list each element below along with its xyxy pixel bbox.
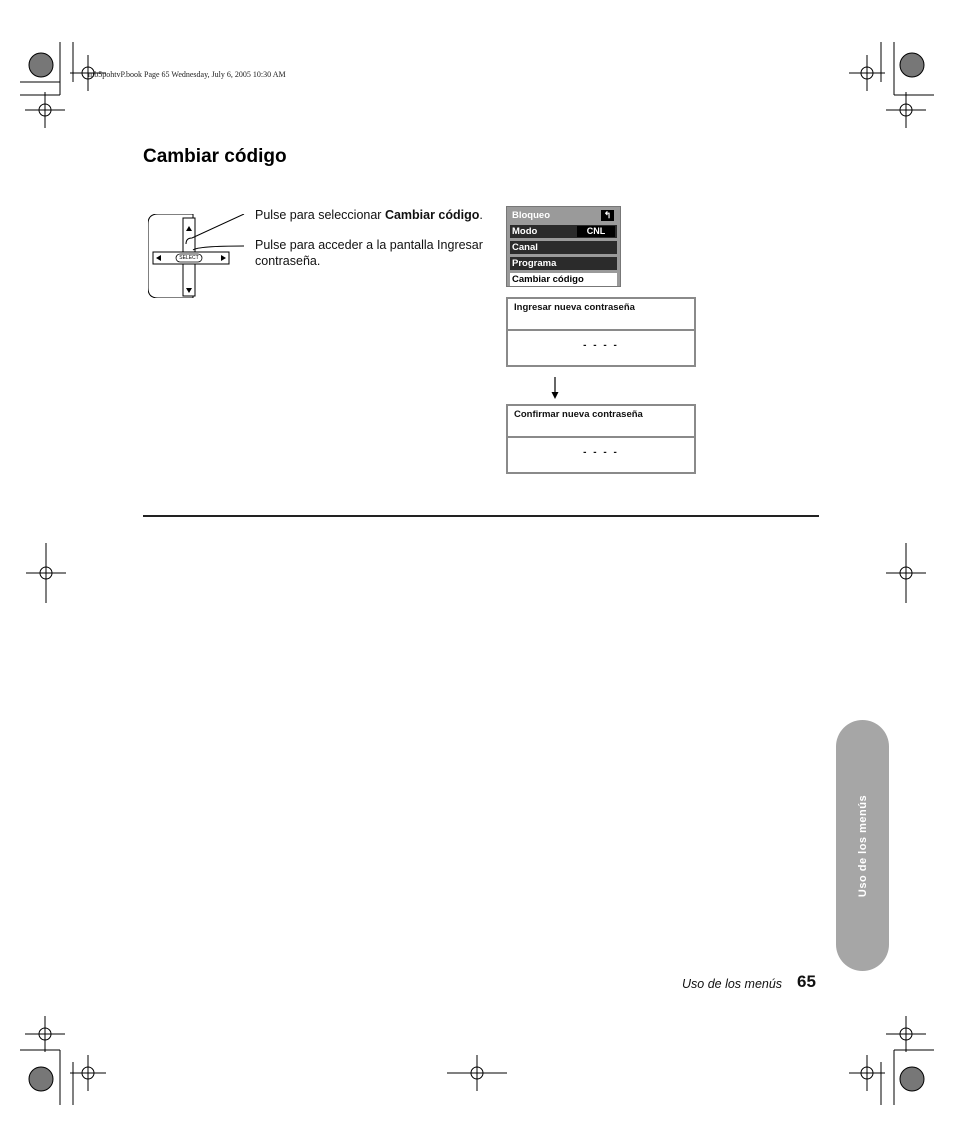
mode-value-badge: CNL <box>577 226 615 237</box>
instruction-step-1 <box>255 207 505 223</box>
new-password-field[interactable]: - - - - <box>583 340 619 351</box>
confirm-password-screen <box>506 404 696 474</box>
instruction-step-1-bold: Cambiar código <box>384 208 480 222</box>
chapter-side-tab <box>836 720 889 971</box>
back-icon[interactable]: ↰ <box>601 210 614 221</box>
menu-header-label: Bloqueo <box>512 210 550 221</box>
confirm-password-title: Confirmar nueva contraseña <box>508 406 694 438</box>
menu-item-modo[interactable] <box>510 225 617 238</box>
menu-item-canal[interactable]: Canal <box>510 241 617 254</box>
footer-section-name: Uso de los menús <box>682 977 783 991</box>
new-password-title: Ingresar nueva contraseña <box>508 299 694 331</box>
select-button-label: SELECT <box>179 255 199 261</box>
menu-item-programa[interactable]: Programa <box>510 257 617 270</box>
instruction-step-1-suffix: . <box>479 208 483 222</box>
menu-header <box>510 209 617 222</box>
page-title: Cambiar código <box>143 146 287 167</box>
new-password-screen <box>506 297 696 367</box>
menu-item-cambiar-codigo[interactable]: Cambiar código <box>510 273 617 286</box>
menu-item-label: Modo <box>512 226 538 237</box>
lock-menu <box>506 206 621 287</box>
page-number: 65 <box>797 972 816 991</box>
section-divider <box>143 515 819 517</box>
confirm-password-field[interactable]: - - - - <box>583 447 619 458</box>
print-header-meta: mb5pohtvP.book Page 65 Wednesday, July 6, 2005 10:30 AM <box>88 70 286 79</box>
instruction-step-2: Pulse para acceder a la pantalla Ingresar contraseña. <box>255 238 483 268</box>
instruction-step-1-prefix: Pulse para seleccionar <box>255 208 385 222</box>
chapter-side-tab-label: Uso de los menús <box>856 794 869 897</box>
down-arrow-icon <box>550 377 560 399</box>
